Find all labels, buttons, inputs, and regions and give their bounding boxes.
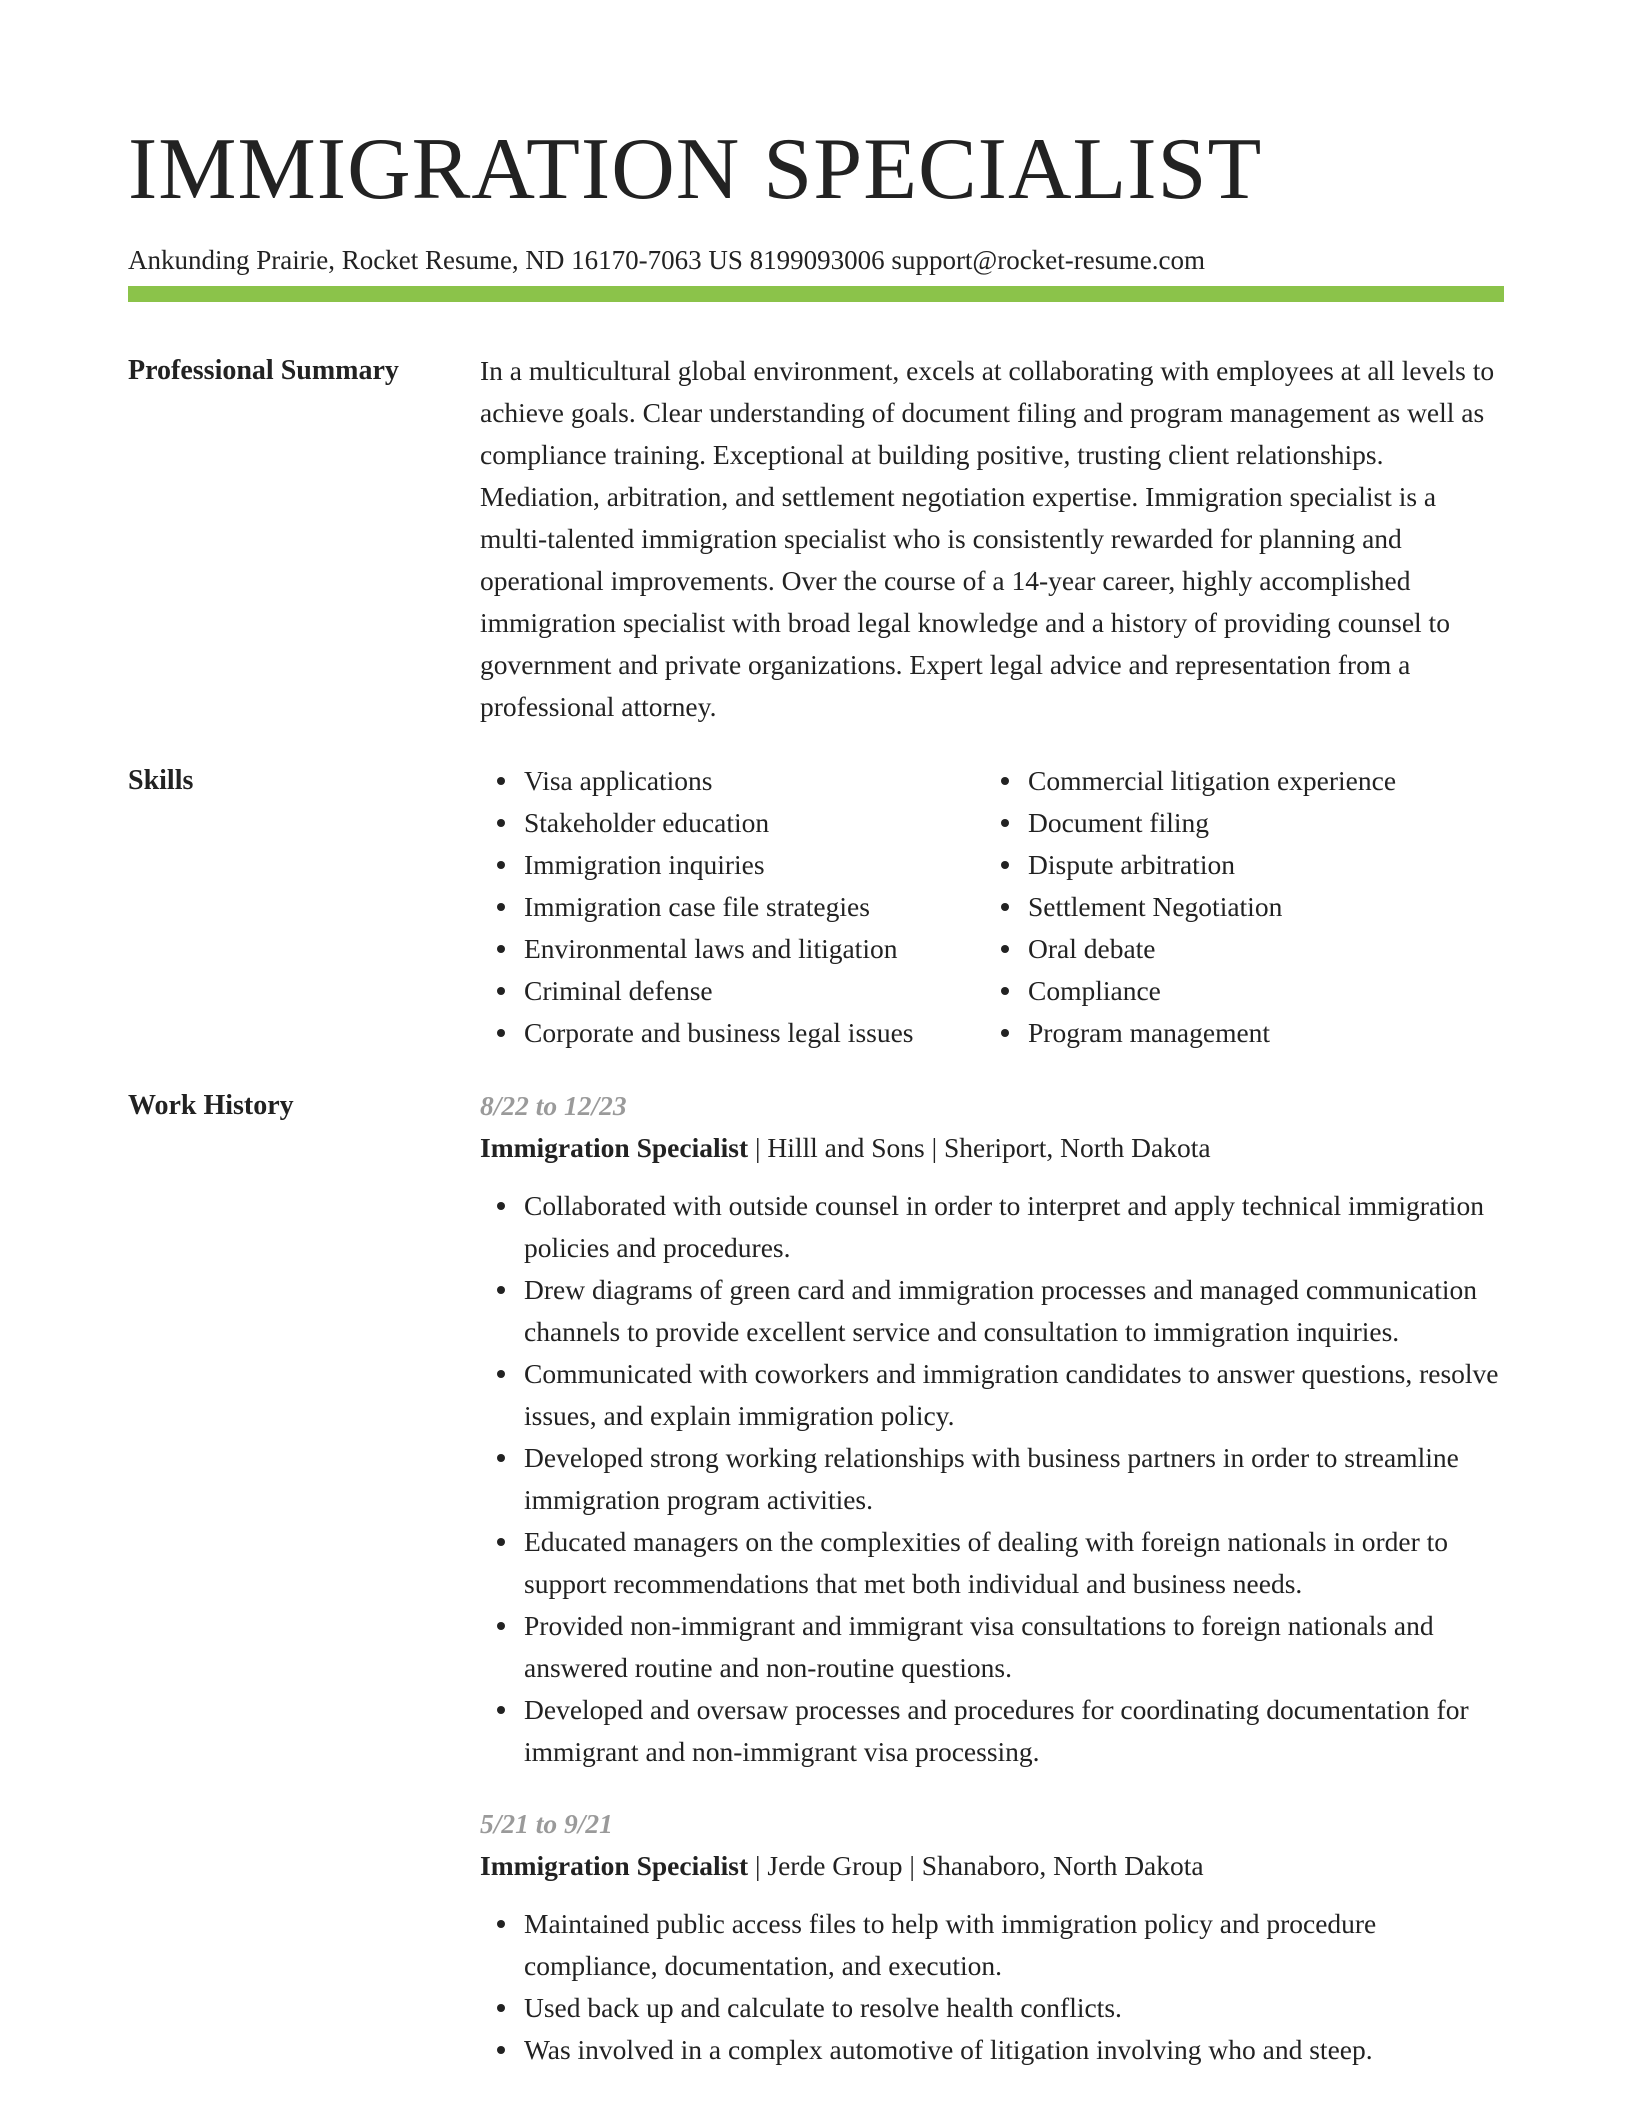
summary-text: In a multicultural global environment, excels at collaborating with employees at all levels to achieve goals. Clear understanding of document filing and program management as well as compliance training. Exceptional at building positive, trusting client relationships. Mediation, arbitration, and settlement negotiation expertise. Immigration specialist is a multi-talented immigration specialist who is consistently rewarded for planning and operational improvements. Over the course of a 14-year career, highly accomplished immigration specialist with broad legal knowledge and a history of providing counsel to government and private organizations. Expert legal advice and representation from a professional attorney. [480,355,1495,722]
job-bullet: Maintained public access files to help with immigration policy and procedure compliance, documentation, and execution. [524,1903,1504,1987]
job-title: Immigration Specialist [480,1132,749,1163]
job-bullet: Used back up and calculate to resolve health conflicts. [524,1987,1504,2029]
skill-item: Stakeholder education [524,802,984,844]
job-bullets [480,1903,1504,2071]
job-title-line [480,1845,1504,1887]
work-history-body [480,1085,1504,2071]
job-dates: 5/21 to 9/21 [480,1808,613,1839]
job-bullet: Provided non-immigrant and immigrant visa consultations to foreign nationals and answered routine and non-routine questions. [524,1605,1504,1689]
skill-item: Immigration case file strategies [524,886,984,928]
skills-grid [480,760,1504,1054]
skill-item: Immigration inquiries [524,844,984,886]
skills-list-right [984,760,1488,1054]
skill-item: Settlement Negotiation [1028,886,1488,928]
summary-body [480,350,1504,728]
job-bullet: Was involved in a complex automotive of litigation involving who and steep. [524,2029,1504,2071]
skill-item: Environmental laws and litigation [524,928,984,970]
work-history-label: Work History [128,1090,294,1121]
job-entry [480,1085,1504,1773]
skill-item: Dispute arbitration [1028,844,1488,886]
skills-list-left [480,760,984,1054]
skill-item: Compliance [1028,970,1488,1012]
skill-item: Oral debate [1028,928,1488,970]
job-bullet: Educated managers on the complexities of dealing with foreign nationals in order to support recommendations that met both individual and business needs. [524,1521,1504,1605]
resume-header [128,118,1504,278]
skill-item: Visa applications [524,760,984,802]
job-bullets [480,1185,1504,1773]
skill-item: Corporate and business legal issues [524,1012,984,1054]
skill-item: Program management [1028,1012,1488,1054]
summary-label: Professional Summary [128,355,399,386]
skills-label: Skills [128,765,194,796]
job-bullet: Developed strong working relationships with business partners in order to streamline immigration program activities. [524,1437,1504,1521]
skills-body [480,760,1504,1054]
contact-line: Ankunding Prairie, Rocket Resume, ND 16170-7063 US 8199093006 support@rocket-resume.com [128,245,1205,275]
skill-item: Document filing [1028,802,1488,844]
job-bullet: Collaborated with outside counsel in order to interpret and apply technical immigration policies and procedures. [524,1185,1504,1269]
job-bullet: Communicated with coworkers and immigration candidates to answer questions, resolve issues, and explain immigration policy. [524,1353,1504,1437]
job-details: | Hilll and Sons | Sheriport, North Dakota [748,1132,1211,1163]
job-title: Immigration Specialist [480,1850,749,1881]
skill-item: Criminal defense [524,970,984,1012]
job-bullet: Developed and oversaw processes and procedures for coordinating documentation for immigrant and non-immigrant visa processing. [524,1689,1504,1773]
job-dates: 8/22 to 12/23 [480,1090,627,1121]
resume-name: IMMIGRATION SPECIALIST [128,121,1263,218]
job-entry [480,1803,1504,2071]
header-divider [128,286,1504,302]
skill-item: Commercial litigation experience [1028,760,1488,802]
job-details: | Jerde Group | Shanaboro, North Dakota [748,1850,1204,1881]
job-bullet: Drew diagrams of green card and immigration processes and managed communication channels to provide excellent service and consultation to immigration inquiries. [524,1269,1504,1353]
job-title-line [480,1127,1504,1169]
